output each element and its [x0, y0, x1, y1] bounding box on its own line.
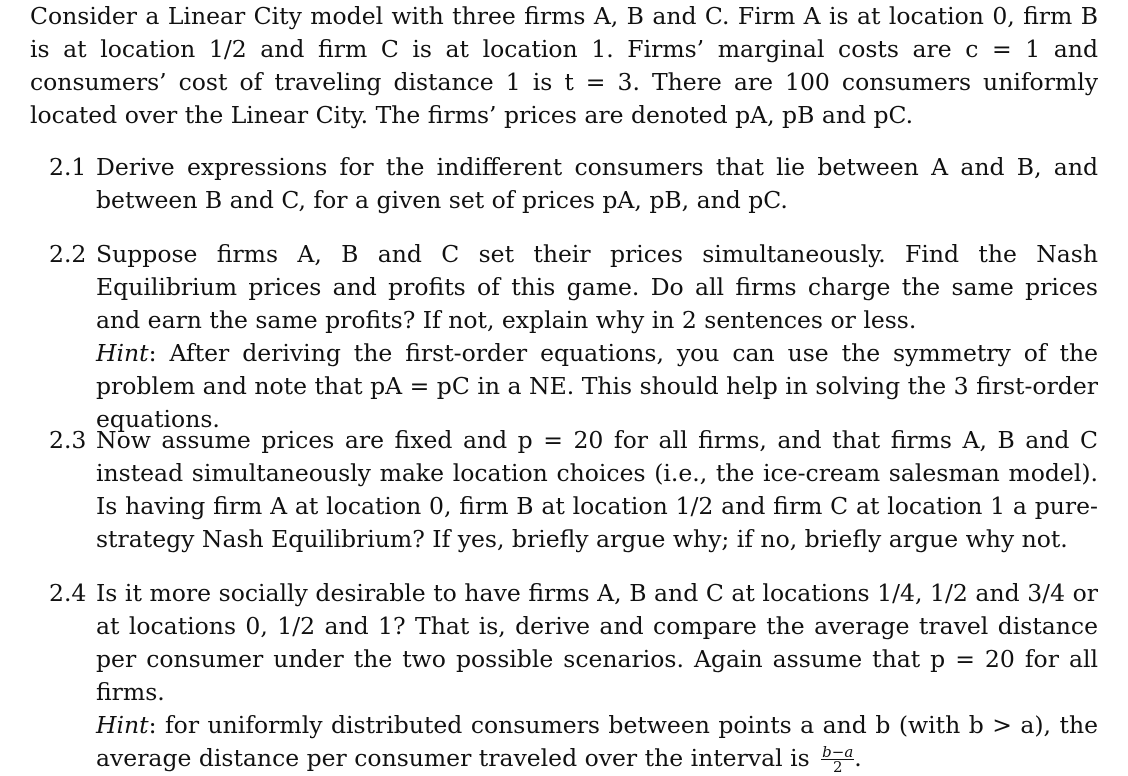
fraction-b-minus-a-over-2 [821, 745, 854, 774]
question-number: 2.3 [49, 426, 87, 454]
fraction-numerator: b−a [822, 743, 854, 761]
question-2-1 [49, 151, 1098, 217]
hint-text: : After deriving the first-order equations, you can use the symmetry of the problem and note that pA = pC in a NE. This should help in solving the 3 first-order equations. [96, 339, 1098, 433]
question-text: Is it more socially desirable to have firms A, B and C at locations 1/4, 1/2 and 3/4 or at locations 0, 1/2 and 1? That is, derive and compare the average travel distance per consumer under the two possible scenarios. Again assume that p = 20 for all firms. [96, 579, 1098, 706]
question-2-3 [49, 424, 1098, 556]
question-2-2 [49, 238, 1098, 436]
problem-intro: Consider a Linear City model with three firms A, B and C. Firm A is at location 0, firm B is at location 1/2 and firm C is at location 1. Firms’ marginal costs are c = 1 and consumers’ cost of traveling distance 1 is t = 3. There are 100 consumers uniformly located over the Linear City. The firms’ prices are denoted pA, pB and pC. [30, 2, 1098, 129]
hint-label: Hint [96, 339, 149, 367]
hint-text: : for uniformly distributed consumers between points a and b (with b > a), the average distance per consumer traveled over the interval is [96, 711, 1098, 772]
question-number: 2.4 [49, 579, 87, 607]
hint-label: Hint [96, 711, 149, 739]
question-number: 2.2 [49, 240, 87, 268]
question-number: 2.1 [49, 153, 87, 181]
question-2-4 [49, 577, 1098, 775]
fraction-denominator: 2 [832, 758, 843, 776]
question-text: Derive expressions for the indifferent consumers that lie between A and B, and between B and C, for a given set of prices pA, pB, and pC. [96, 153, 1098, 214]
question-text: Now assume prices are fixed and p = 20 for all firms, and that firms A, B and C instead simultaneously make location choices (i.e., the ice-cream salesman model). Is having firm A at location 0, firm B at location 1/2 and firm C at location 1 a pure-strategy Nash Equilibrium? If yes, briefly argue why; if no, briefly argue why not. [96, 426, 1098, 553]
trailing-period: . [854, 744, 862, 772]
question-text: Suppose firms A, B and C set their prices simultaneously. Find the Nash Equilibrium prices and profits of this game. Do all firms charge the same prices and earn the same profits? If not, explain why in 2 sentences or less. [96, 240, 1098, 334]
